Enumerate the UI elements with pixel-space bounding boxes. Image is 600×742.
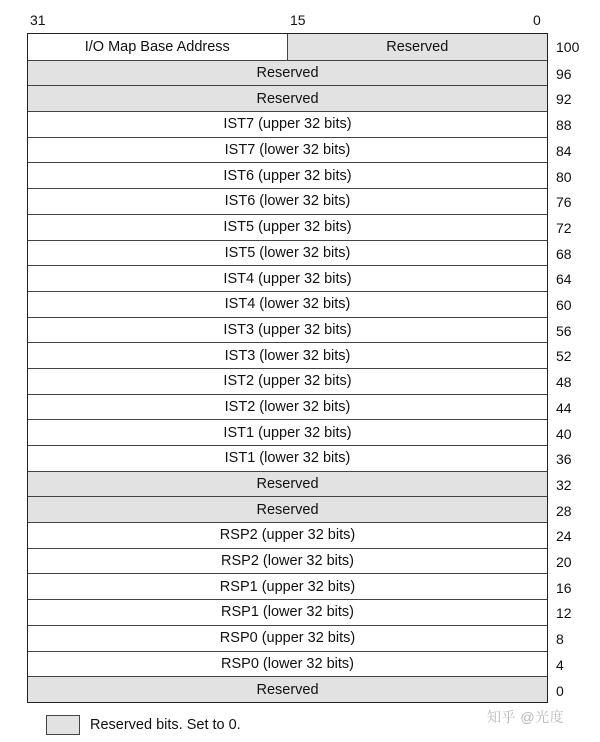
row-label: Reserved: [256, 681, 319, 698]
table-row: [28, 291, 547, 317]
offset-label: 76: [556, 194, 572, 211]
table-row: [28, 419, 547, 445]
bit-label-15: 15: [290, 12, 306, 28]
offset-label: 60: [556, 297, 572, 313]
table-row: [28, 265, 547, 291]
offset-label: 44: [556, 399, 572, 416]
offset-label: 88: [556, 117, 572, 134]
offset-label: 4: [556, 656, 564, 673]
row-label: IST1 (upper 32 bits): [223, 424, 352, 441]
table-row-reserved: [28, 676, 547, 702]
offset-label: 56: [556, 322, 572, 339]
row-label: IST1 (lower 32 bits): [224, 450, 351, 467]
table-row: [28, 137, 547, 163]
row-label: IST3 (upper 32 bits): [223, 321, 352, 338]
offset-label: 0: [556, 682, 564, 699]
table-row: [28, 651, 547, 677]
row-label: RSP0 (upper 32 bits): [219, 630, 356, 647]
table-row-reserved: [28, 471, 547, 497]
row-label: IST2 (upper 32 bits): [223, 373, 352, 390]
table-row: [28, 625, 547, 651]
row-label: IST5 (lower 32 bits): [224, 244, 351, 261]
table-row-reserved: [28, 85, 547, 111]
table-row: [28, 548, 547, 574]
offset-label: 28: [556, 502, 572, 519]
row-label: IST5 (upper 32 bits): [223, 219, 352, 236]
row-label: IST4 (upper 32 bits): [223, 270, 352, 287]
offset-label: 68: [556, 245, 572, 262]
row-label: RSP1 (lower 32 bits): [221, 604, 354, 621]
table-row: [28, 188, 547, 214]
offset-label: 12: [556, 605, 572, 622]
table-row: [28, 394, 547, 420]
row-label: IST7 (lower 32 bits): [224, 142, 351, 159]
table-row: [28, 573, 547, 599]
offset-label: 92: [556, 91, 572, 108]
table-row: [28, 111, 547, 137]
row-label: Reserved: [256, 65, 319, 82]
row-label: IST2 (lower 32 bits): [224, 398, 351, 415]
bit-label-31: 31: [30, 12, 46, 28]
row-label: Reserved: [256, 90, 319, 107]
table-row: [28, 162, 547, 188]
table-row-reserved: [28, 60, 547, 86]
table-row-header: [28, 34, 547, 60]
io-map-base-address-cell: I/O Map Base Address: [28, 34, 288, 60]
offset-label: 32: [556, 476, 572, 493]
watermark: 知乎 @光度: [487, 709, 565, 725]
row-label: IST7 (upper 32 bits): [223, 116, 352, 133]
reserved-cell: Reserved: [288, 34, 548, 60]
table-row-reserved: [28, 496, 547, 522]
offset-label: 64: [556, 271, 572, 288]
table-row: [28, 342, 547, 368]
legend-text: Reserved bits. Set to 0.: [90, 717, 241, 733]
row-label: RSP2 (lower 32 bits): [221, 553, 354, 570]
offset-label: 40: [556, 425, 572, 442]
row-label: IST3 (lower 32 bits): [224, 347, 351, 364]
offset-label: 72: [556, 219, 572, 236]
offset-label: 36: [556, 451, 572, 468]
row-label: Reserved: [256, 501, 319, 518]
offset-label: 24: [556, 528, 572, 545]
offset-label: 16: [556, 579, 572, 596]
tss-layout-table: [27, 33, 548, 703]
row-label: IST6 (upper 32 bits): [223, 167, 352, 184]
row-label: IST4 (lower 32 bits): [224, 296, 351, 313]
table-row: [28, 522, 547, 548]
row-label: RSP1 (upper 32 bits): [219, 578, 356, 595]
row-label: RSP2 (upper 32 bits): [219, 527, 356, 544]
row-label: Reserved: [256, 476, 319, 493]
table-row: [28, 445, 547, 471]
offset-label: 80: [556, 168, 572, 185]
bit-label-0: 0: [533, 12, 541, 28]
offset-label: 8: [556, 631, 564, 648]
offset-label: 96: [556, 65, 572, 82]
offset-label: 48: [556, 374, 572, 391]
row-label: IST6 (lower 32 bits): [224, 193, 351, 210]
table-row: [28, 317, 547, 343]
offset-label: 52: [556, 348, 572, 365]
legend-swatch: [46, 715, 80, 735]
table-row: [28, 368, 547, 394]
row-label: RSP0 (lower 32 bits): [221, 655, 354, 672]
table-row: [28, 240, 547, 266]
offset-label: 20: [556, 554, 572, 570]
offset-label: 100: [556, 39, 580, 55]
table-row: [28, 214, 547, 240]
table-row: [28, 599, 547, 625]
offset-label: 84: [556, 142, 572, 159]
